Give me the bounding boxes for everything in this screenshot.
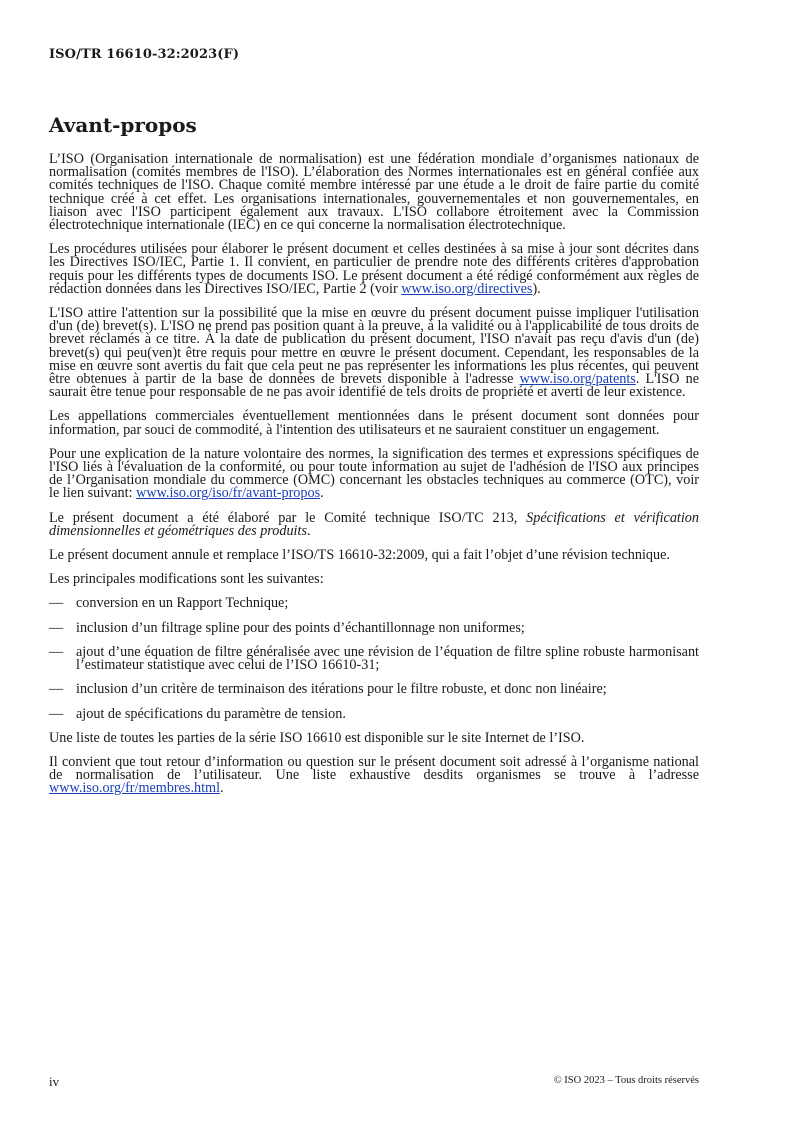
modifications-list bbox=[49, 597, 699, 720]
paragraph-procedures bbox=[49, 243, 699, 296]
paragraph-text: Les procédures utilisées pour élaborer le présent document et celles destinées à sa mise à jour sont décrites dans les Directives ISO/IEC, Partie 1. Il convient, en particulier de prendre note des différents critères d'approbation requis pour les différents types de documents ISO. Le présent document a été rédigé conformément aux règles de rédaction données dans les Directives ISO/IEC, Partie 2 (voir bbox=[49, 241, 699, 297]
list-dash: — bbox=[49, 705, 64, 722]
paragraph-text: Le présent document a été élaboré par le Comité technique ISO/TC 213, bbox=[49, 509, 527, 526]
paragraph-text: . L'ISO ne saurait être tenue pour responsable de ne pas avoir identifié de tels droits de propriété et averti de leur existence. bbox=[49, 371, 699, 401]
list-item bbox=[49, 643, 699, 674]
paragraph-iso-intro: L’ISO (Organisation internationale de normalisation) est une fédération mondiale d’organismes nationaux de normalisation (comités membres de l'ISO). L’élaboration des Normes internationales est en général confiée aux comités techniques de l'ISO. Chaque comité membre intéressé par une étude a le droit de faire partie du comité technique créé à cet effet. Les organisations internationales, gouvernementales et non gouvernementales, en liaison avec l'ISO participent également aux travaux. L'ISO collabore étroitement avec la Commission électrotechnique internationale (IEC) en ce qui concerne la normalisation électrotechnique. bbox=[49, 151, 699, 234]
paragraph-revision: Le présent document annule et remplace l’ISO/TS 16610-32:2009, qui a fait l’objet d’une révision technique. bbox=[49, 547, 670, 564]
patents-link[interactable]: www.iso.org/patents bbox=[519, 371, 636, 388]
list-item bbox=[49, 597, 699, 610]
paragraph-text: Pour une explication de la nature volontaire des normes, la signification des termes et expressions spécifiques de l'ISO liés à l'évaluation de la conformité, ou pour toute information au sujet de l'adhésion de l'ISO aux principes de l’Organisation mondiale du commerce (OMC) concernant les obstacles techniques au commerce (OTC), voir le lien suivant: bbox=[49, 445, 699, 502]
copyright-notice: © ISO 2023 – Tous droits réservés bbox=[553, 1075, 699, 1086]
list-dash: — bbox=[49, 595, 64, 612]
list-item-text: ajout d’une équation de filtre généralisée avec une révision de l’équation de filtre spline robuste harmonisant l’estimateur statistique avec celui de l’ISO 16610-31; bbox=[76, 643, 699, 674]
page-title: Avant-propos bbox=[49, 113, 197, 137]
list-item-text: ajout de spécifications du paramètre de tension. bbox=[76, 705, 346, 722]
paragraph-text: . bbox=[306, 522, 311, 539]
list-dash: — bbox=[49, 681, 64, 698]
directives-link[interactable]: www.iso.org/directives bbox=[401, 280, 533, 297]
foreword-body bbox=[49, 153, 699, 807]
paragraph-text: Il convient que tout retour d’information ou question sur le présent document soit adressé à l’organisme national de normalisation de l’utilisateur. Une liste exhaustive desdits organismes se trouve à l’adresse bbox=[49, 753, 699, 784]
members-link[interactable]: www.iso.org/fr/membres.html bbox=[49, 780, 221, 797]
paragraph-text: L'ISO attire l'attention sur la possibilité que la mise en œuvre du présent document puisse impliquer l'utilisation d'un (de) brevet(s). L'ISO ne prend pas position quant à la preuve, à la validité ou à l'applicabilité de tous droits de brevet réclamés à ce titre. À la date de publication du présent document, l'ISO n'avait pas reçu d'avis d'un (de) brevet(s) qui peu(ven)t être requis pour mettre en œuvre le présent document. Cependant, les responsables de la mise en œuvre sont avertis du fait que cela peut ne pas représenter les informations les plus récentes, qui peuvent être obtenues à partir de la base de données de brevets disponible à l'adresse bbox=[49, 305, 699, 388]
paragraph-patents bbox=[49, 307, 699, 399]
paragraph-committee bbox=[49, 509, 699, 539]
committee-name: Spécifications et vérification dimensionnelles et géométriques des produits bbox=[49, 509, 699, 539]
list-item bbox=[49, 705, 699, 722]
document-identifier: ISO/TR 16610-32:2023(F) bbox=[49, 47, 240, 62]
list-item-text: inclusion d’un critère de terminaison des itérations pour le filtre robuste, et donc non linéaire; bbox=[76, 681, 607, 698]
paragraph-feedback bbox=[49, 753, 699, 797]
list-item-text: inclusion d’un filtrage spline pour des points d’échantillonnage non uniformes; bbox=[76, 619, 525, 636]
list-item bbox=[49, 619, 699, 636]
paragraph-text: ). bbox=[532, 280, 541, 297]
list-item-text: conversion en un Rapport Technique; bbox=[76, 595, 289, 612]
list-dash: — bbox=[49, 619, 64, 636]
foreword-link[interactable]: www.iso.org/iso/fr/avant-propos bbox=[136, 485, 321, 502]
paragraph-text: . bbox=[220, 780, 224, 797]
list-dash: — bbox=[49, 643, 64, 660]
page-number: iv bbox=[49, 1074, 60, 1089]
paragraph-modifications-intro: Les principales modifications sont les suivantes: bbox=[49, 571, 324, 588]
paragraph-voluntary-nature bbox=[49, 445, 699, 502]
list-item bbox=[49, 683, 699, 696]
paragraph-trade-names: Les appellations commerciales éventuellement mentionnées dans le présent document sont données pour information, par souci de commodité, à l'intention des utilisateurs et ne sauraient constituer un engagement. bbox=[49, 408, 699, 438]
paragraph-text: . bbox=[320, 485, 324, 502]
paragraph-series-list: Une liste de toutes les parties de la série ISO 16610 est disponible sur le site Internet de l’ISO. bbox=[49, 729, 585, 746]
